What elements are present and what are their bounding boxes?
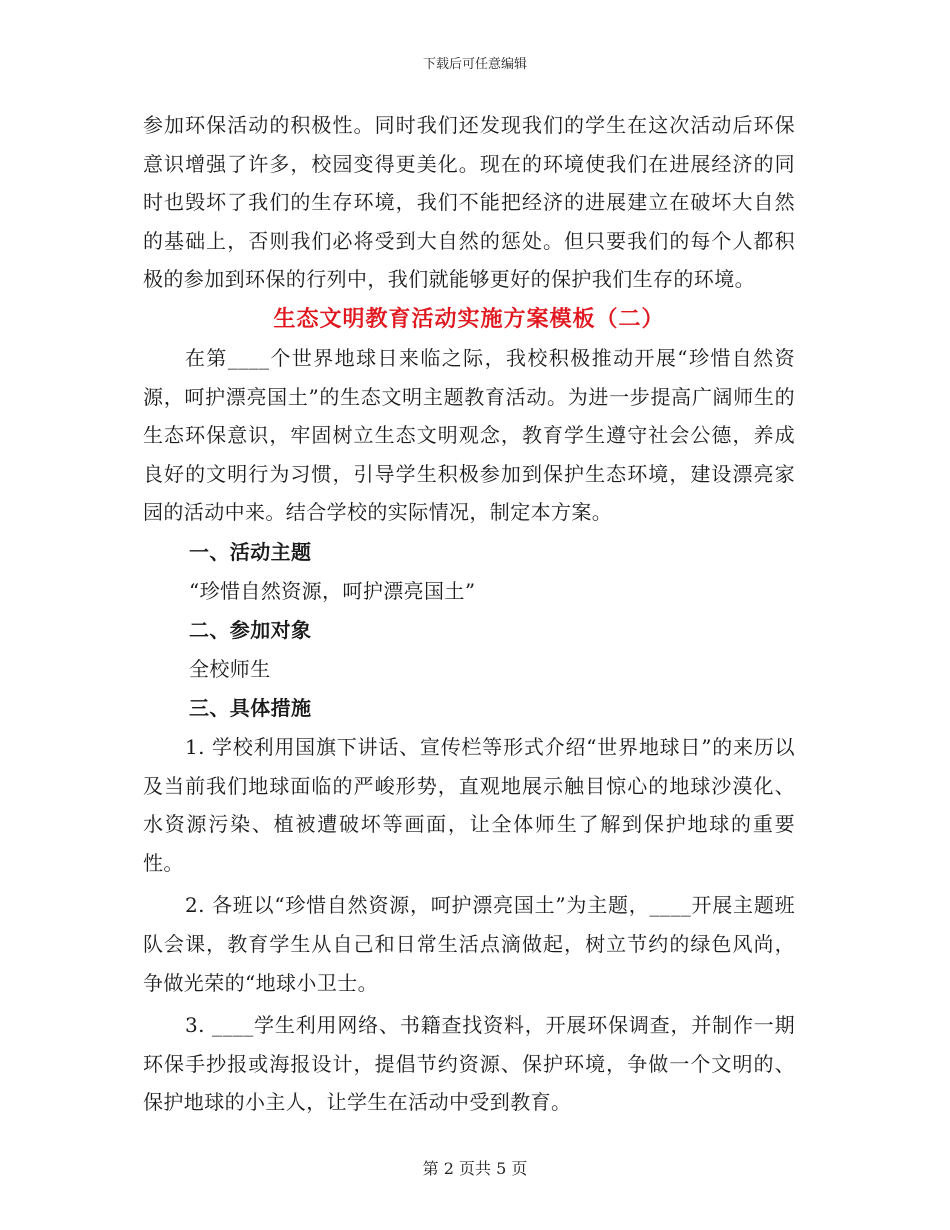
- section-heading-measures: 三、具体措施: [189, 695, 312, 720]
- document-title: 生态文明教育活动实施方案模板（二）: [273, 305, 665, 332]
- opening-paragraph: 在第____个世界地球日来临之际，我校积极推动开展“珍惜自然资源，呵护漂亮国土”的生态文明主题教育活动。为进一步提高广阔师生的生态环保意识，牢固树立生态文明观念，教育学生遵守社会公德，养成良好的文明行为习惯，引导学生积极参加到保护生态环境，建设漂亮家园的活动中来。结合学校的实际情况，制定本方案。: [143, 345, 795, 525]
- page-footer: 第 2 页共 5 页: [422, 1159, 528, 1178]
- measure-item-3: 3. ____学生利用网络、书籍查找资料，开展环保调查，并制作一期环保手抄报或海报设计，提倡节约资源、保护环境，争做一个文明的、保护地球的小主人，让学生在活动中受到教育。: [143, 1013, 795, 1115]
- measure-item-1: 1. 学校利用国旗下讲话、宣传栏等形式介绍“世界地球日”的来历以及当前我们地球面临的严峻形势，直观地展示触目惊心的地球沙漠化、水资源污染、植被遭破坏等画面，让全体师生了解到保护地球的重要性。: [143, 734, 795, 875]
- page-header: 下载后可任意编辑: [422, 57, 527, 72]
- section-heading-theme: 一、活动主题: [189, 539, 312, 564]
- section-heading-participants: 二、参加对象: [189, 617, 312, 642]
- measure-item-2: 2. 各班以“珍惜自然资源，呵护漂亮国土”为主题，____开展主题班队会课，教育学生从自己和日常生活点滴做起，树立节约的绿色风尚，争做光荣的“地球小卫士。: [143, 893, 795, 995]
- intro-paragraph: 参加环保活动的积极性。同时我们还发现我们的学生在这次活动后环保意识增强了许多，校园变得更美化。现在的环境使我们在进展经济的同时也毁坏了我们的生存环境，我们不能把经济的进展建立在破坏大自然的基础上，否则我们必将受到大自然的惩处。但只要我们的每个人都积极的参加到环保的行列中，我们就能够更好的保护我们生存的环境。: [143, 113, 795, 292]
- section-text-theme: “珍惜自然资源，呵护漂亮国土”: [189, 578, 476, 603]
- section-text-participants: 全校师生: [189, 656, 271, 681]
- document-body: [143, 106, 795, 1122]
